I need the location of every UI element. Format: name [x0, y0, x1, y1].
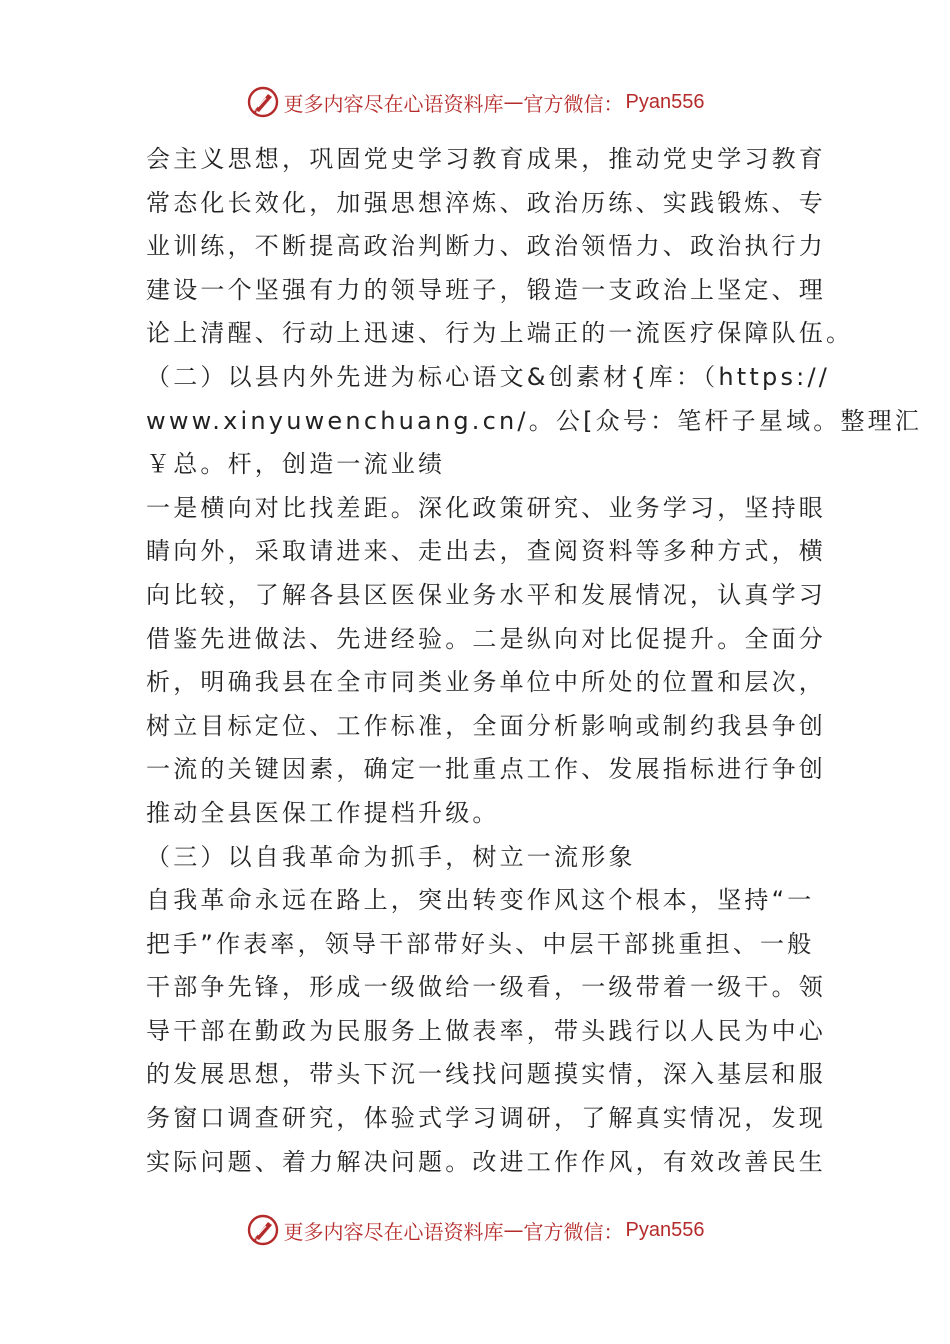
- document-body: [146, 138, 923, 1184]
- section-heading-line: ￥总。杆，创造一流业绩: [146, 450, 446, 479]
- body-line: 导干部在勤政为民服务上做表率，带头践行以人民为中心: [146, 1016, 826, 1045]
- body-line: 推动全县医保工作提档升级。: [146, 798, 500, 827]
- header-watermark-banner: [0, 82, 950, 122]
- banner-dash: —: [503, 90, 524, 114]
- body-line: 析，明确我县在全市同类业务单位中所处的位置和层次，: [146, 668, 826, 697]
- body-line: 论上清醒、行动上迅速、行为上端正的一流医疗保障队伍。: [146, 319, 854, 348]
- body-line: 借鉴先进做法、先进经验。二是纵向对比促提升。全面分: [146, 624, 826, 653]
- section-heading-line: www.xinyuwenchuang.cn/。公[众号：笔杆子星域。整理汇: [146, 406, 923, 435]
- banner-wechat-id: Pyan556: [625, 1218, 705, 1241]
- body-line: 自我革命永远在路上，突出转变作风这个根本，坚持“一: [146, 886, 815, 915]
- body-line: 常态化长效化，加强思想淬炼、政治历练、实践锻炼、专: [146, 188, 826, 217]
- section-heading-line: （二）以县内外先进为标心语文&创素材{库：（https://: [146, 362, 831, 391]
- body-line: 建设一个坚强有力的领导班子，锻造一支政治上坚定、理: [146, 275, 826, 304]
- body-line: 业训练，不断提高政治判断力、政治领悟力、政治执行力: [146, 232, 826, 261]
- banner-wechat-id: Pyan556: [625, 90, 705, 113]
- footer-watermark-banner: [0, 1210, 950, 1250]
- banner-main-text: 更多内容尽在心语资料库: [283, 1219, 504, 1244]
- body-line: 树立目标定位、工作标准，全面分析影响或制约我县争创: [146, 711, 826, 740]
- quill-pen-logo-icon: [246, 1213, 280, 1247]
- body-line: 睛向外，采取请进来、走出去，查阅资料等多种方式，横: [146, 537, 826, 566]
- banner-wechat-label: 官方微信：: [523, 91, 624, 116]
- banner-wechat-label: 官方微信：: [523, 1219, 624, 1244]
- body-line: 实际问题、着力解决问题。改进工作作风，有效改善民生: [146, 1147, 826, 1176]
- body-line: 一是横向对比找差距。深化政策研究、业务学习，坚持眼: [146, 493, 826, 522]
- section-heading-line: （三）以自我革命为抓手，树立一流形象: [146, 842, 636, 871]
- body-line: 的发展思想，带头下沉一线找问题摸实情，深入基层和服: [146, 1060, 826, 1089]
- body-line: 干部争先锋，形成一级做给一级看，一级带着一级干。领: [146, 973, 826, 1002]
- banner-dash: —: [503, 1218, 524, 1242]
- body-line: 向比较，了解各县区医保业务水平和发展情况，认真学习: [146, 580, 826, 609]
- body-line: 会主义思想，巩固党史学习教育成果，推动党史学习教育: [146, 145, 826, 173]
- body-line: 把手”作表率，领导干部带好头、中层干部挑重担、一般: [146, 929, 815, 958]
- banner-main-text: 更多内容尽在心语资料库: [283, 91, 504, 116]
- quill-pen-logo-icon: [246, 85, 280, 119]
- body-line: 一流的关键因素，确定一批重点工作、发展指标进行争创: [146, 755, 826, 784]
- body-line: 务窗口调查研究，体验式学习调研，了解真实情况，发现: [146, 1104, 826, 1133]
